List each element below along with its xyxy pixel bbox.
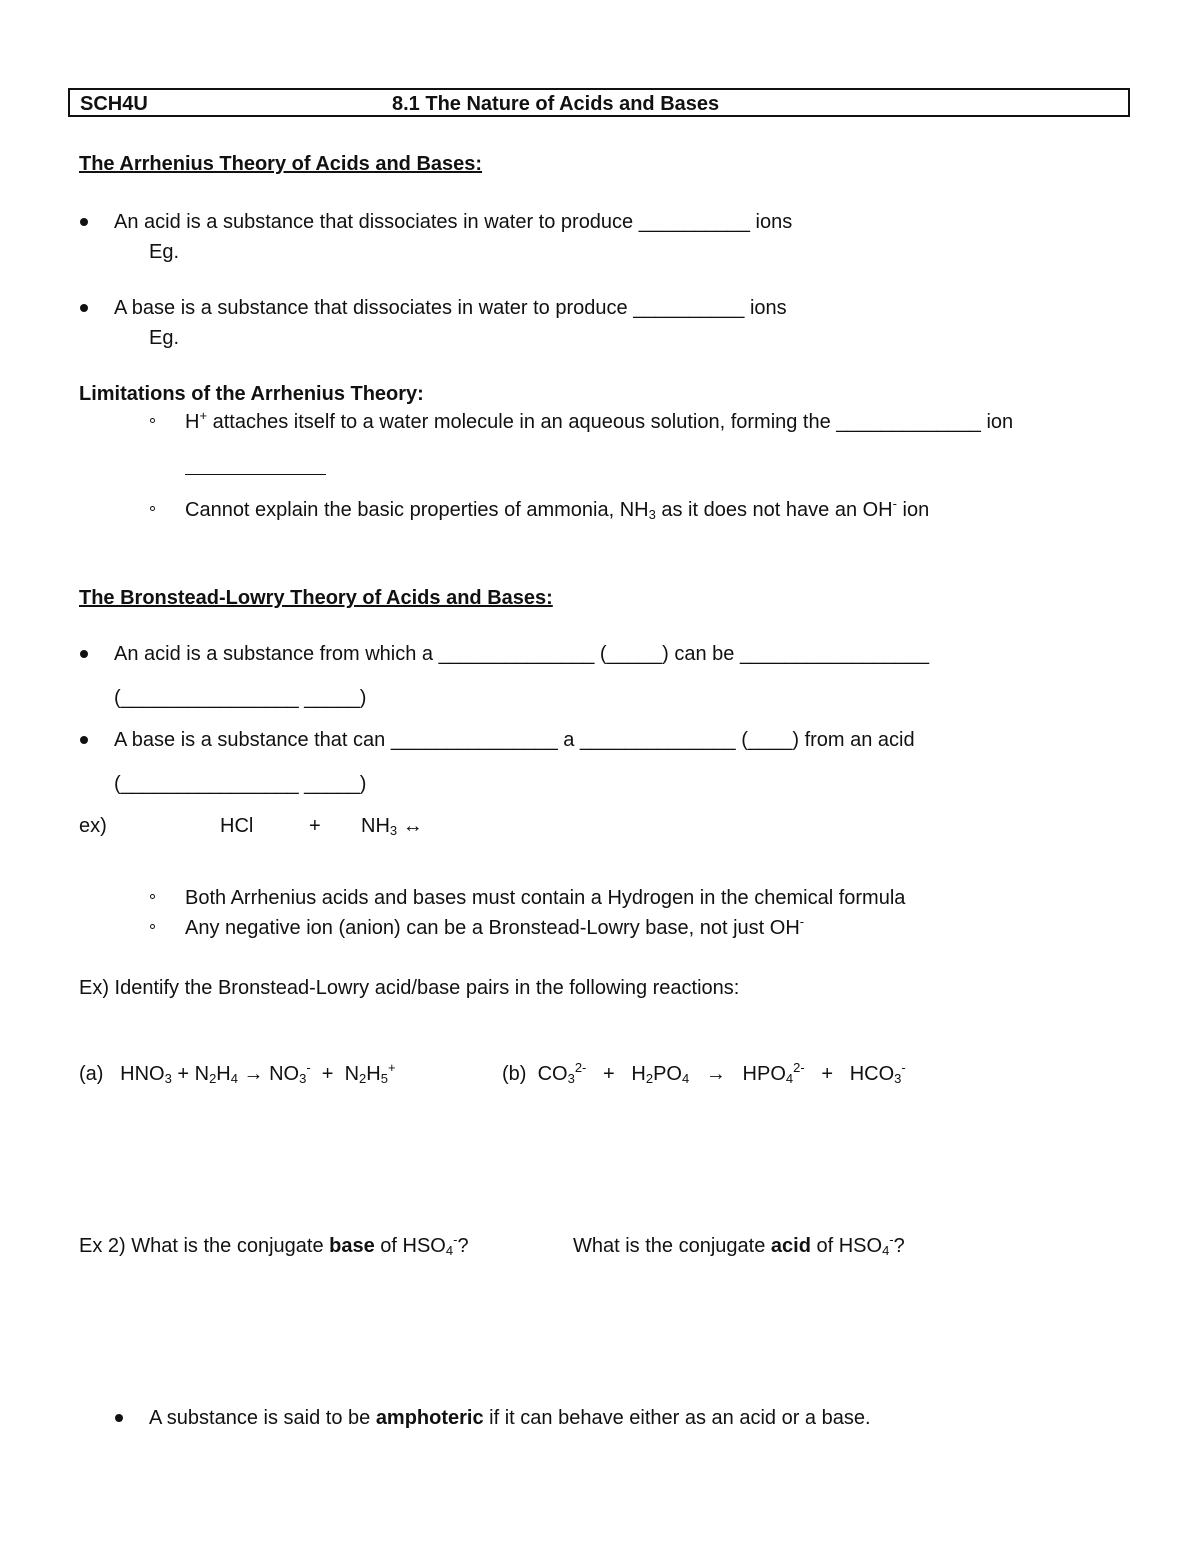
sub-bullet-icon: [150, 894, 155, 899]
answer-blank-line: [185, 474, 326, 475]
bronstead-acid-def: An acid is a substance from which a ______________ (_____) can be _________________: [114, 643, 930, 665]
bronstead-heading: The Bronstead-Lowry Theory of Acids and Bases:: [79, 587, 553, 609]
bullet-icon: [80, 304, 88, 312]
arrhenius-acid-eg: Eg.: [149, 241, 180, 263]
bronstead-base-def: A base is a substance that can _______________ a ______________ (____) from an acid: [114, 729, 915, 751]
reaction-a: (a) $HNO_3 + N_2H_4 \to NO_3^- + N_2H_5^+$: [79, 1060, 396, 1086]
sub-bullet-icon: [150, 418, 155, 423]
arrhenius-heading: The Arrhenius Theory of Acids and Bases:: [79, 153, 483, 175]
sub-bullet-icon: [150, 924, 155, 929]
bronstead-note-1: Both Arrhenius acids and bases must contain a Hydrogen in the chemical formula: [185, 887, 906, 909]
bullet-icon: [80, 218, 88, 226]
arrhenius-acid-def: An acid is a substance that dissociates in water to produce __________ ions: [114, 211, 793, 233]
bullet-icon: [80, 736, 88, 744]
example-nh3: $NH_3$ ↔: [361, 815, 423, 838]
bronstead-note-2: Any negative ion (anion) can be a Bronstead-Lowry base, not just OH-: [185, 914, 805, 939]
bullet-icon: [115, 1414, 123, 1422]
example-hcl: HCl: [220, 815, 254, 837]
example-plus: +: [309, 815, 321, 837]
example-label: ex): [79, 815, 107, 837]
arrhenius-base-def: A base is a substance that dissociates in water to produce __________ ions: [114, 297, 787, 319]
course-code: SCH4U: [80, 93, 148, 115]
limitation-2: Cannot explain the basic properties of ammonia, $NH_3$ as it does not have an OH- ion: [185, 496, 930, 522]
example-2-base-question: Ex 2) What is the conjugate base of $HSO_4^-$?: [79, 1232, 469, 1258]
bronstead-base-paren: (________________ _____): [114, 773, 367, 795]
example-1-prompt: Ex) Identify the Bronstead-Lowry acid/base pairs in the following reactions:: [79, 977, 740, 999]
sub-bullet-icon: [150, 506, 155, 511]
page-title: 8.1 The Nature of Acids and Bases: [392, 93, 720, 115]
reaction-b: (b) $CO_3^{2-} + H_2PO_4 \to HPO_4^{2-} + HCO_3^-$: [502, 1060, 906, 1086]
arrhenius-base-eg: Eg.: [149, 327, 180, 349]
bronstead-acid-paren: (________________ _____): [114, 687, 367, 709]
bullet-icon: [80, 650, 88, 658]
limitation-1: H+ attaches itself to a water molecule in an aqueous solution, forming the _____________ ion: [185, 408, 1014, 433]
limitations-heading: Limitations of the Arrhenius Theory:: [79, 383, 424, 405]
example-2-acid-question: What is the conjugate acid of $HSO_4^-$?: [573, 1232, 905, 1258]
amphoteric-definition: A substance is said to be amphoteric if it can behave either as an acid or a base.: [149, 1407, 871, 1429]
